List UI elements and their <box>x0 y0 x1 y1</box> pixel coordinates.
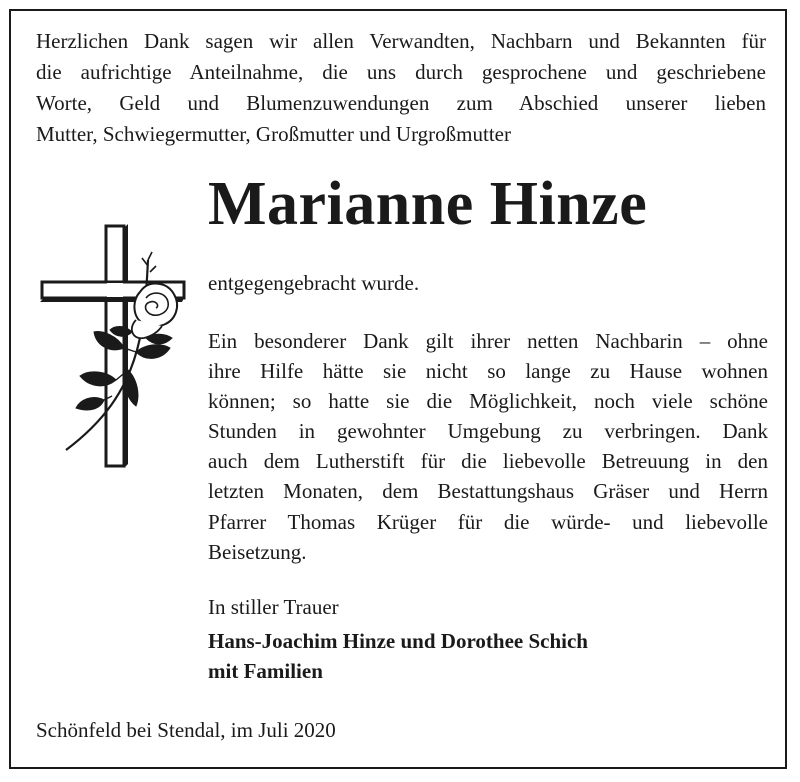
mourning-phrase: In stiller Trauer <box>208 595 339 619</box>
intro-line: Mutter, Schwiegermutter, Großmutter und Urgroßmutter <box>36 122 511 146</box>
thanks-line: ihre Hilfe hätte sie nicht so lange zu Hause wohnen <box>208 359 768 384</box>
deceased-name: Marianne Hinze <box>208 170 648 238</box>
signer-line: mit Familien <box>208 659 323 683</box>
place-and-date: Schönfeld bei Stendal, im Juli 2020 <box>36 718 336 742</box>
thanks-line: können; so hatte sie die Möglichkeit, noch viele schöne <box>208 389 768 414</box>
thanks-line: letzten Monaten, dem Bestattungshaus Gräser und Herrn <box>208 479 768 504</box>
thanks-line: Beisetzung. <box>208 539 307 564</box>
intro-line: die aufrichtige Anteilnahme, die uns durch gesprochene und geschriebene <box>36 60 766 84</box>
special-thanks-paragraph <box>208 326 768 567</box>
after-name-text: entgegengebracht wurde. <box>208 271 420 295</box>
intro-paragraph <box>36 26 766 150</box>
signers-block <box>208 626 588 686</box>
cross-with-rose-icon <box>36 220 196 480</box>
thanks-line: Stunden in gewohnter Umgebung zu verbringen. Dank <box>208 419 768 444</box>
intro-line: Worte, Geld und Blumenzuwendungen zum Abschied unserer lieben <box>36 91 766 115</box>
thanks-line: Ein besonderer Dank gilt ihrer netten Nachbarin – ohne <box>208 329 768 353</box>
thanks-line: Pfarrer Thomas Krüger für die würde- und liebevolle <box>208 509 768 534</box>
intro-line: Herzlichen Dank sagen wir allen Verwandten, Nachbarn und Bekannten für <box>36 29 766 53</box>
signer-line: Hans-Joachim Hinze und Dorothee Schich <box>208 629 588 653</box>
thanks-line: auch dem Lutherstift für die liebevolle Betreuung in den <box>208 449 768 474</box>
